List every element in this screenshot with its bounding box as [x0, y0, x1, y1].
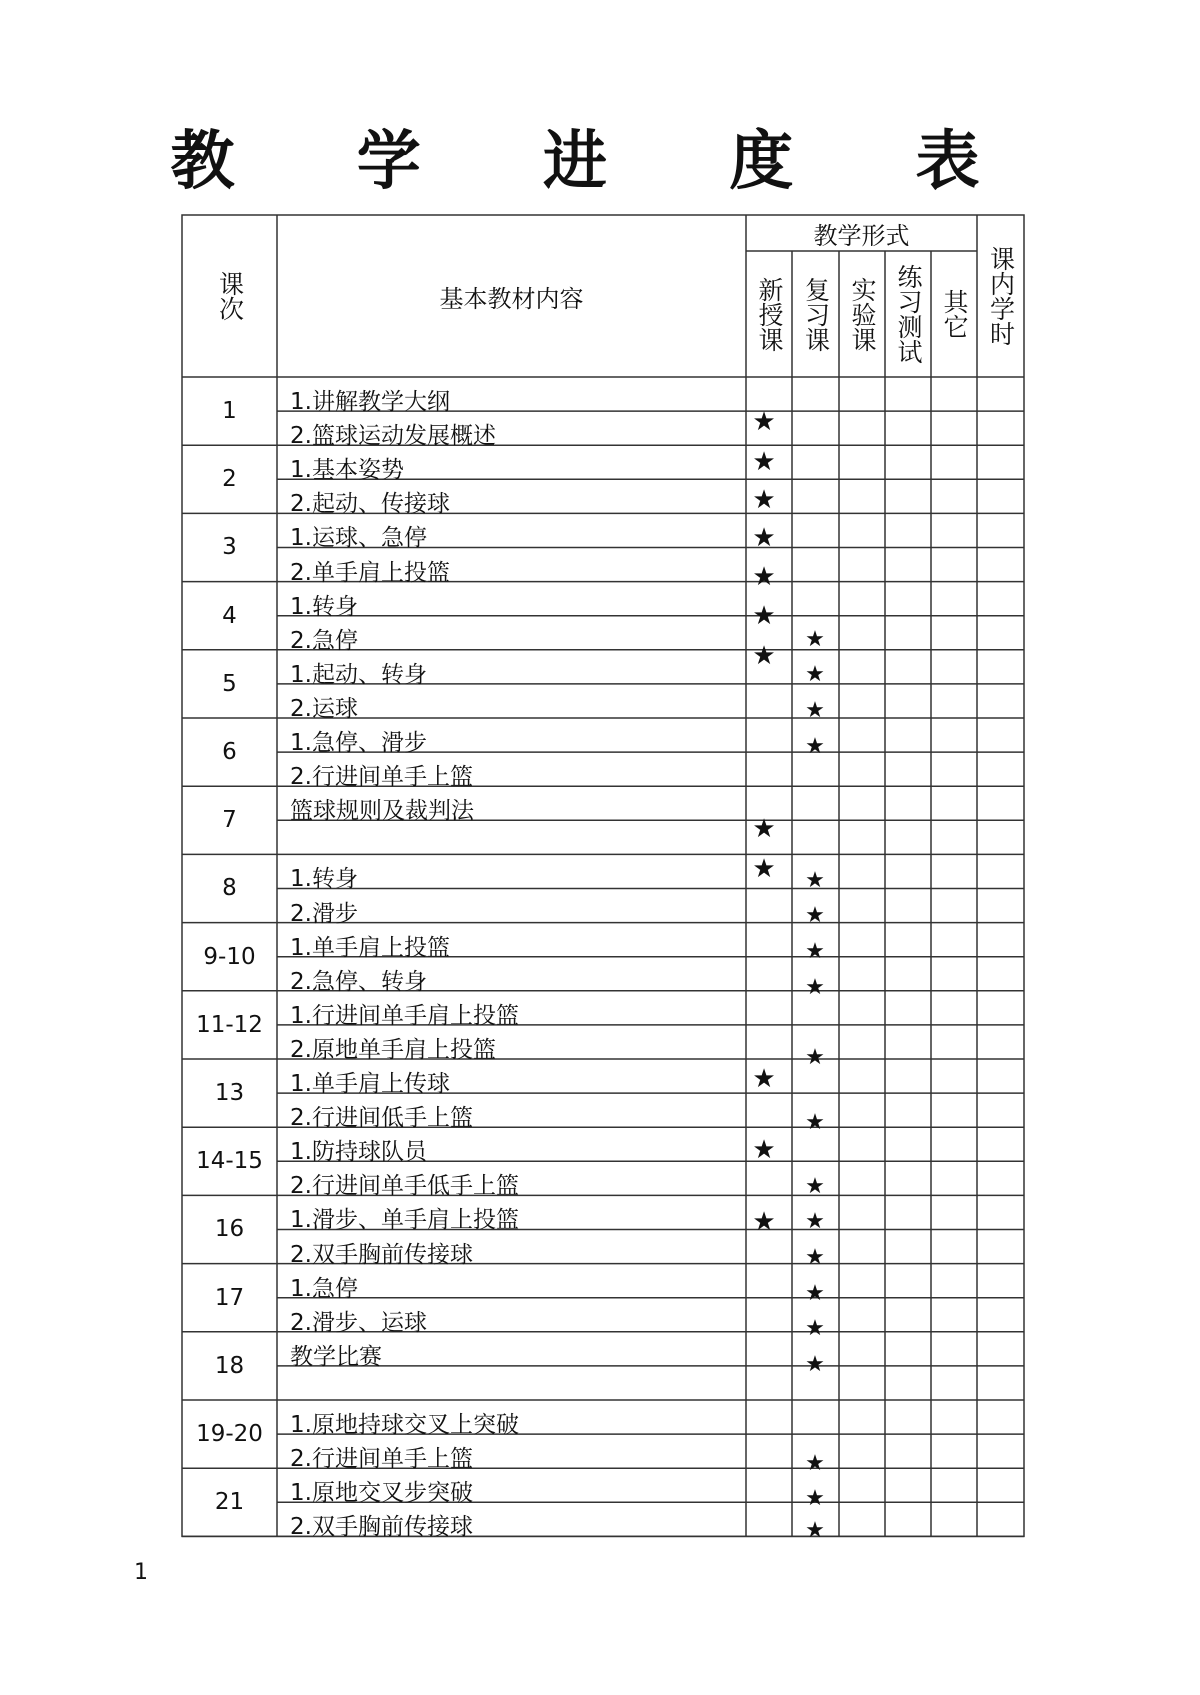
- content-line: 1.单手肩上传球: [290, 1071, 450, 1097]
- new-lesson-star-mark: ★: [752, 1064, 776, 1094]
- teaching-form-header: 教学形式: [813, 221, 910, 250]
- new-lesson-star-mark: ★: [752, 641, 776, 671]
- lesson-number: 19-20: [196, 1421, 263, 1448]
- new-lesson-star-mark: ★: [752, 814, 776, 844]
- review-lesson-star-mark: ★: [805, 1518, 825, 1543]
- review-lesson-star-mark: ★: [805, 627, 825, 652]
- content-line: 2.起动、传接球: [290, 491, 450, 518]
- lesson-number: 17: [214, 1284, 245, 1311]
- lesson-number: 18: [214, 1352, 245, 1379]
- review-lesson-star-mark: ★: [805, 734, 825, 759]
- content-line: 2.行进间低手上篮: [290, 1105, 473, 1132]
- new-lesson-star-mark: ★: [752, 523, 776, 553]
- review-lesson-star-mark: ★: [805, 939, 825, 964]
- review-lesson-star-mark: ★: [805, 1451, 825, 1476]
- content-line: 教学比赛: [290, 1343, 382, 1370]
- content-line: 1.原地交叉步突破: [290, 1480, 473, 1507]
- lesson-number: 3: [222, 534, 237, 561]
- lesson-number: 1: [222, 398, 237, 425]
- content-line: 2.运球: [290, 695, 358, 722]
- lesson-number: 5: [222, 670, 237, 697]
- review-lesson-header: 复习课: [801, 276, 831, 352]
- review-lesson-star-mark: ★: [805, 1486, 825, 1511]
- lesson-number: 14-15: [196, 1148, 263, 1175]
- content-line: 2.滑步、运球: [290, 1309, 427, 1336]
- lesson-number-header: 课次: [215, 271, 245, 321]
- content-line: 1.行进间单手肩上投篮: [290, 1002, 519, 1029]
- lesson-number: 2: [222, 466, 237, 493]
- content-line: 1.基本姿势: [290, 457, 404, 484]
- content-line: 2.滑步: [290, 900, 358, 927]
- content-line: 2.急停: [290, 627, 358, 654]
- practice-test-header: 练习测试: [894, 264, 923, 364]
- content-line: 2.急停、转身: [290, 968, 427, 995]
- lesson-number: 6: [222, 739, 237, 766]
- review-lesson-star-mark: ★: [805, 698, 825, 723]
- content-line: 1.急停、滑步: [290, 730, 427, 756]
- lesson-number: 7: [222, 807, 237, 834]
- lesson-number: 9-10: [203, 943, 256, 970]
- content-line: 1.讲解教学大纲: [290, 389, 450, 415]
- other-header: 其它: [940, 289, 969, 339]
- review-lesson-star-mark: ★: [805, 1281, 825, 1306]
- review-lesson-star-mark: ★: [805, 1045, 825, 1070]
- content-line: 2.原地单手肩上投篮: [290, 1036, 496, 1063]
- lesson-number: 21: [214, 1489, 245, 1516]
- content-line: 1.急停: [290, 1275, 358, 1302]
- review-lesson-star-mark: ★: [805, 975, 825, 1000]
- class-hours-header: 课内学时: [986, 246, 1016, 346]
- new-lesson-header: 新授课: [755, 276, 784, 352]
- new-lesson-star-mark: ★: [752, 1135, 776, 1165]
- page-title: 教 学 进 度 表: [170, 125, 1030, 199]
- review-lesson-star-mark: ★: [805, 1174, 825, 1199]
- review-lesson-star-mark: ★: [805, 1245, 825, 1270]
- review-lesson-star-mark: ★: [805, 662, 825, 687]
- lesson-number: 8: [222, 875, 237, 902]
- content-line: 1.滑步、单手肩上投篮: [290, 1207, 519, 1234]
- content-line: 1.起动、转身: [290, 661, 427, 688]
- new-lesson-star-mark: ★: [752, 407, 776, 437]
- review-lesson-star-mark: ★: [805, 1316, 825, 1341]
- review-lesson-star-mark: ★: [805, 903, 825, 928]
- content-header: 基本教材内容: [439, 284, 584, 313]
- content-line: 2.单手肩上投篮: [290, 559, 450, 586]
- content-line: 2.篮球运动发展概述: [290, 423, 496, 450]
- page-number: 1: [134, 1560, 148, 1585]
- new-lesson-star-mark: ★: [752, 854, 776, 884]
- content-line: 1.防持球队员: [290, 1139, 427, 1166]
- review-lesson-star-mark: ★: [805, 1209, 825, 1234]
- content-line: 1.转身: [290, 593, 358, 620]
- lesson-number: 13: [214, 1080, 245, 1107]
- lab-lesson-header: 实验课: [848, 276, 877, 352]
- new-lesson-star-mark: ★: [752, 601, 776, 631]
- content-line: 2.行进间单手上篮: [290, 1446, 473, 1473]
- content-line: 1.运球、急停: [290, 525, 427, 552]
- content-line: 2.行进间单手上篮: [290, 764, 473, 791]
- content-line: 2.双手胸前传接球: [290, 1241, 473, 1268]
- review-lesson-star-mark: ★: [805, 868, 825, 893]
- content-line: 2.双手胸前传接球: [290, 1514, 473, 1541]
- new-lesson-star-mark: ★: [752, 485, 776, 515]
- content-line: 2.行进间单手低手上篮: [290, 1173, 519, 1200]
- review-lesson-star-mark: ★: [805, 1352, 825, 1377]
- new-lesson-star-mark: ★: [752, 1207, 776, 1237]
- content-line: 1.转身: [290, 866, 358, 893]
- lesson-number: 16: [214, 1216, 245, 1243]
- content-line: 1.原地持球交叉上突破: [290, 1412, 519, 1438]
- lesson-number: 4: [222, 602, 237, 629]
- new-lesson-star-mark: ★: [752, 447, 776, 477]
- new-lesson-star-mark: ★: [752, 562, 776, 592]
- review-lesson-star-mark: ★: [805, 1110, 825, 1135]
- content-line: 篮球规则及裁判法: [290, 798, 474, 825]
- lesson-number: 11-12: [196, 1011, 263, 1038]
- content-line: 1.单手肩上投篮: [290, 934, 450, 961]
